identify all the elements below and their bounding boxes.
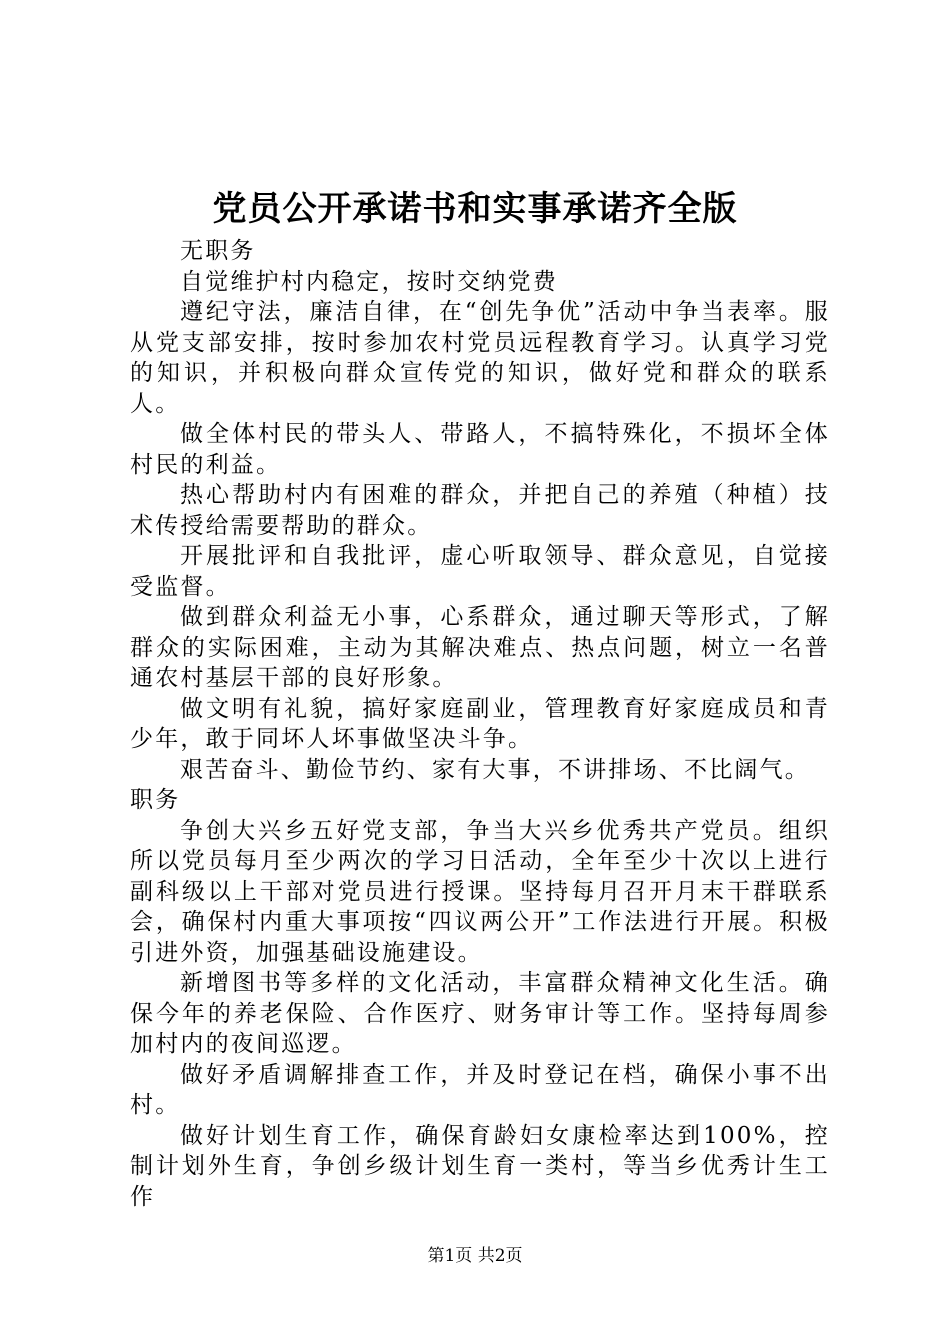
paragraph: 热心帮助村内有困难的群众，并把自己的养殖（种植）技术传授给需要帮助的群众。: [130, 482, 830, 539]
paragraph: 做到群众利益无小事，心系群众，通过聊天等形式，了解群众的实际困难，主动为其解决难点、热点问题，树立一名普通农村基层干部的良好形象。: [130, 604, 830, 691]
paragraph: 做全体村民的带头人、带路人，不搞特殊化，不损坏全体村民的利益。: [130, 421, 830, 478]
paragraph: 艰苦奋斗、勤俭节约、家有大事，不讲排场、不比阔气。: [180, 756, 810, 783]
paragraph: 自觉维护村内稳定，按时交纳党费: [180, 268, 558, 295]
page-footer: 第1页 共2页: [427, 1246, 523, 1266]
paragraph: 职务: [130, 787, 181, 813]
paragraph: 开展批评和自我批评，虚心听取领导、群众意见，自觉接受监督。: [130, 543, 830, 600]
paragraph: 做文明有礼貌，搞好家庭副业，管理教育好家庭成员和青少年，敢于同坏人坏事做坚决斗争。: [130, 695, 830, 752]
paragraph: 争创大兴乡五好党支部，争当大兴乡优秀共产党员。组织所以党员每月至少两次的学习日活动，全年至少十次以上进行副科级以上干部对党员进行授课。坚持每月召开月末干群联系会，确保村内重大事项按“四议两公开”工作法进行开展。积极引进外资，加强基础设施建设。: [130, 817, 830, 966]
paragraph: 遵纪守法，廉洁自律，在“创先争优”活动中争当表率。服从党支部安排，按时参加农村党员远程教育学习。认真学习党的知识，并积极向群众宣传党的知识，做好党和群众的联系人。: [130, 299, 830, 417]
paragraph: 做好矛盾调解排查工作，并及时登记在档，确保小事不出村。: [130, 1061, 830, 1118]
paragraph: 无职务: [180, 238, 256, 264]
paragraph: 新增图书等多样的文化活动，丰富群众精神文化生活。确保今年的养老保险、合作医疗、财务审计等工作。坚持每周参加村内的夜间巡逻。: [130, 970, 830, 1057]
document-body: [130, 236, 830, 1212]
document-title: 党员公开承诺书和实事承诺齐全版: [212, 189, 738, 229]
paragraph: 做好计划生育工作，确保育龄妇女康检率达到100%，控制计划外生育，争创乡级计划生育一类村，等当乡优秀计生工作: [130, 1122, 830, 1210]
